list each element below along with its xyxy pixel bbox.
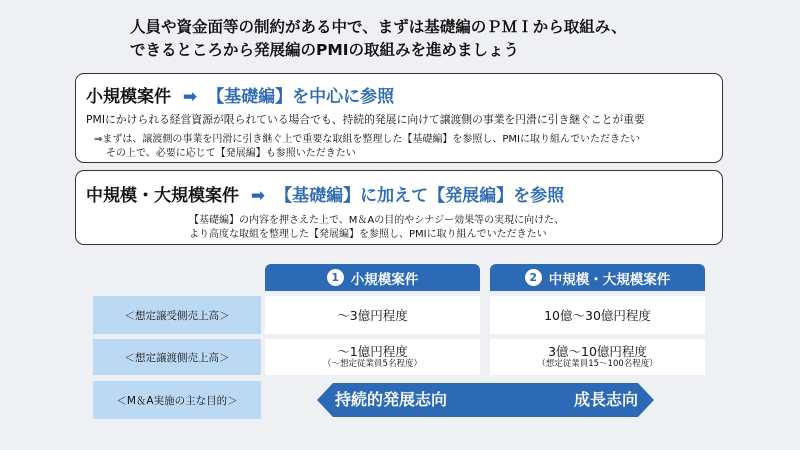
right-arrow-icon: ➡ [182,87,198,107]
headline-line-2: できるところから発展編のPMIの取組みを進めましょう [130,41,520,59]
small-case-line-1: PMIにかけられる経営資源が限られている場合でも、持続的発展に向けて譲渡側の事業を円滑に引き継ぐことが重要 [86,113,645,126]
purpose-right-label: 成長志向 [573,390,638,409]
purpose-double-arrow [317,383,654,417]
cell-value: 10億～30億円程度 [544,307,651,323]
large-case-title-text: 中規模・大規模案件 [86,186,239,206]
column-header-small [265,264,480,291]
small-case-title-text: 小規模案件 [86,87,171,107]
row-label-purpose: ＜M＆A実施の主な目的＞ [93,381,261,419]
small-case-line-2: ⇒まずは、譲渡側の事業を円滑に引き継ぐ上で重要な取組を整理した【基礎編】を参照し、PMIに取り組んでいただきたい [94,134,640,145]
column-header-large [490,264,705,291]
row-label-seller-sales: ＜想定譲渡側売上高＞ [93,339,261,375]
number-badge-2: 2 [525,269,542,286]
cell-buyer-sales-small [265,296,480,334]
purpose-left-label: 持続的発展志向 [335,390,448,409]
large-case-title [86,181,564,206]
number-badge-1: 1 [327,269,344,286]
large-case-line-1: 【基礎編】の内容を押さえた上で、M＆Aの目的やシナジー効果等の実現に向けた、 [189,215,565,226]
column-header-small-label: 小規模案件 [350,271,419,288]
cell-value: ～1億円程度 [337,344,408,359]
row-label-buyer-sales: ＜想定譲受側売上高＞ [93,296,261,334]
large-case-title-accent: 【基礎編】に加えて【発展編】を参照 [275,186,565,206]
small-case-title [86,82,394,107]
small-case-box [75,73,723,163]
large-case-line-2: より高度な取組を整理した【発展編】を参照し、PMIに取り組んでいただきたい [189,229,547,240]
large-case-box [75,170,723,245]
small-case-title-accent: 【基礎編】を中心に参照 [207,87,395,107]
cell-note: （想定従業員15～100名程度） [537,359,658,369]
cell-value: ～3億円程度 [337,307,408,323]
headline [130,16,730,62]
cell-value: 3億～10億円程度 [548,344,647,359]
right-arrow-icon: ➡ [250,186,266,206]
headline-line-1: 人員や資金面等の制約がある中で、まずは基礎編のＰＭＩから取組み、 [130,18,627,36]
column-header-large-label: 中規模・大規模案件 [548,271,671,288]
small-case-line-3: その上で、必要に応じて【発展編】も参照いただきたい [106,148,356,159]
cell-buyer-sales-large [490,296,705,334]
cell-seller-sales-small [265,339,480,375]
cell-note: （～想定従業員5名程度） [323,359,422,369]
cell-seller-sales-large [490,339,705,375]
